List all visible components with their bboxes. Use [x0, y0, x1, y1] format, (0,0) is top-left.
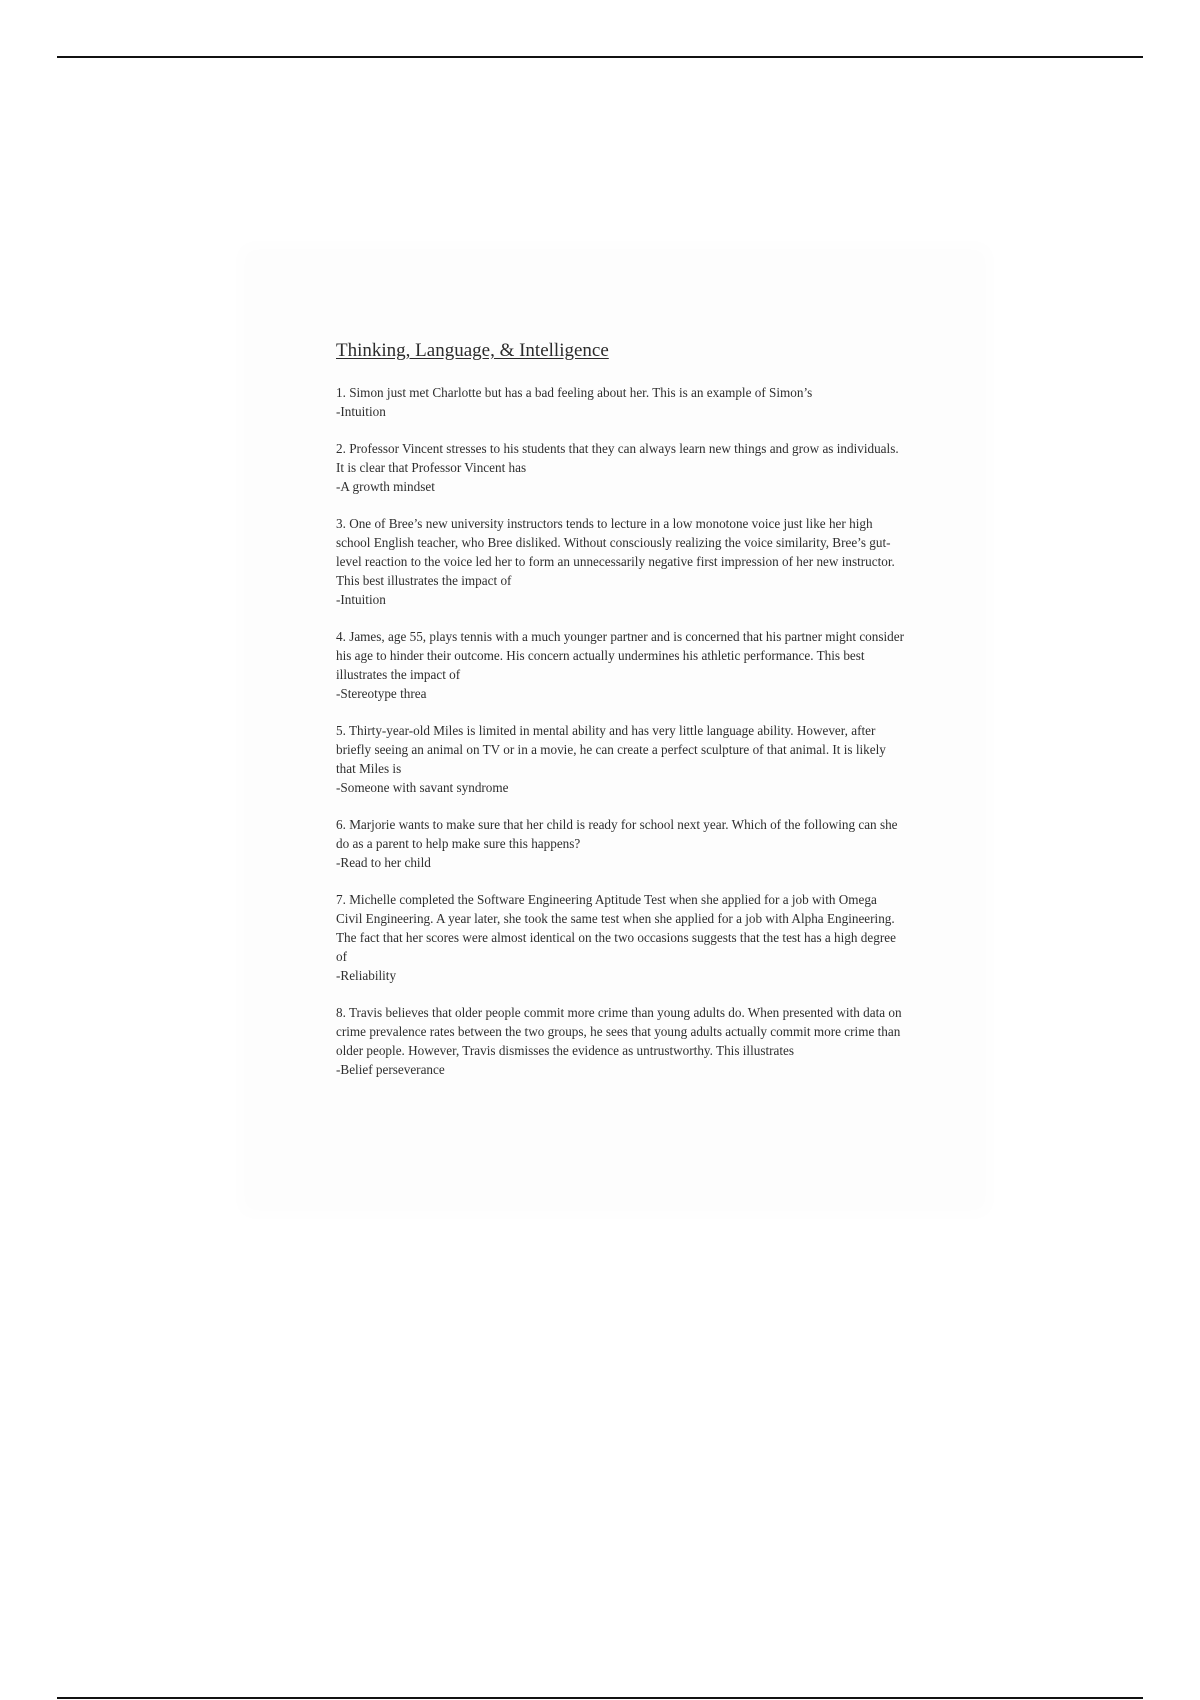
bottom-rule	[57, 1697, 1143, 1699]
question-text: 7. Michelle completed the Software Engineering Aptitude Test when she applied for a job with Omega Civil Engineering. A year later, she took the same test when she applied for a job with Alpha Engineering. The fact that her scores were almost identical on the two occasions suggests that the test has a high degree of	[336, 892, 896, 964]
question-item	[336, 815, 906, 872]
question-item	[336, 439, 906, 496]
question-text: 1. Simon just met Charlotte but has a bad feeling about her. This is an example of Simon’s	[336, 385, 813, 400]
answer-text: -Intuition	[336, 404, 386, 419]
question-item	[336, 890, 906, 985]
document-content	[336, 337, 906, 1097]
top-rule	[57, 56, 1143, 58]
question-text: 8. Travis believes that older people commit more crime than young adults do. When presented with data on crime prevalence rates between the two groups, he sees that young adults actually commit more crime than older people. However, Travis dismisses the evidence as untrustworthy. This illustrates	[336, 1005, 902, 1058]
question-item	[336, 514, 906, 609]
document-title: Thinking, Language, & Intelligence	[336, 340, 609, 361]
answer-text: -Intuition	[336, 592, 386, 607]
question-text: 2. Professor Vincent stresses to his students that they can always learn new things and grow as individuals. It is clear that Professor Vincent has	[336, 441, 899, 475]
answer-text: -A growth mindset	[336, 479, 435, 494]
answer-text: -Read to her child	[336, 855, 431, 870]
question-item	[336, 383, 906, 421]
question-item	[336, 1003, 906, 1079]
question-text: 4. James, age 55, plays tennis with a much younger partner and is concerned that his partner might consider his age to hinder their outcome. His concern actually undermines his athletic performance. This best illustrates the impact of	[336, 629, 905, 682]
question-text: 5. Thirty-year-old Miles is limited in mental ability and has very little language ability. However, after briefly seeing an animal on TV or in a movie, he can create a perfect sculpture of that animal. It is likely that Miles is	[336, 723, 886, 776]
question-text: 6. Marjorie wants to make sure that her child is ready for school next year. Which of the following can she do as a parent to help make sure this happens?	[336, 817, 898, 851]
answer-text: -Belief perseverance	[336, 1062, 445, 1077]
question-item	[336, 721, 906, 797]
question-item	[336, 627, 906, 703]
answer-text: -Stereotype threa	[336, 686, 427, 701]
answer-text: -Someone with savant syndrome	[336, 780, 509, 795]
answer-text: -Reliability	[336, 968, 397, 983]
question-text: 3. One of Bree’s new university instructors tends to lecture in a low monotone voice just like her high school English teacher, who Bree disliked. Without consciously realizing the voice similarity, Bree’s gut-level reaction to the voice led her to form an unnecessarily negative first impression of her new instructor. This best illustrates the impact of	[336, 516, 895, 588]
